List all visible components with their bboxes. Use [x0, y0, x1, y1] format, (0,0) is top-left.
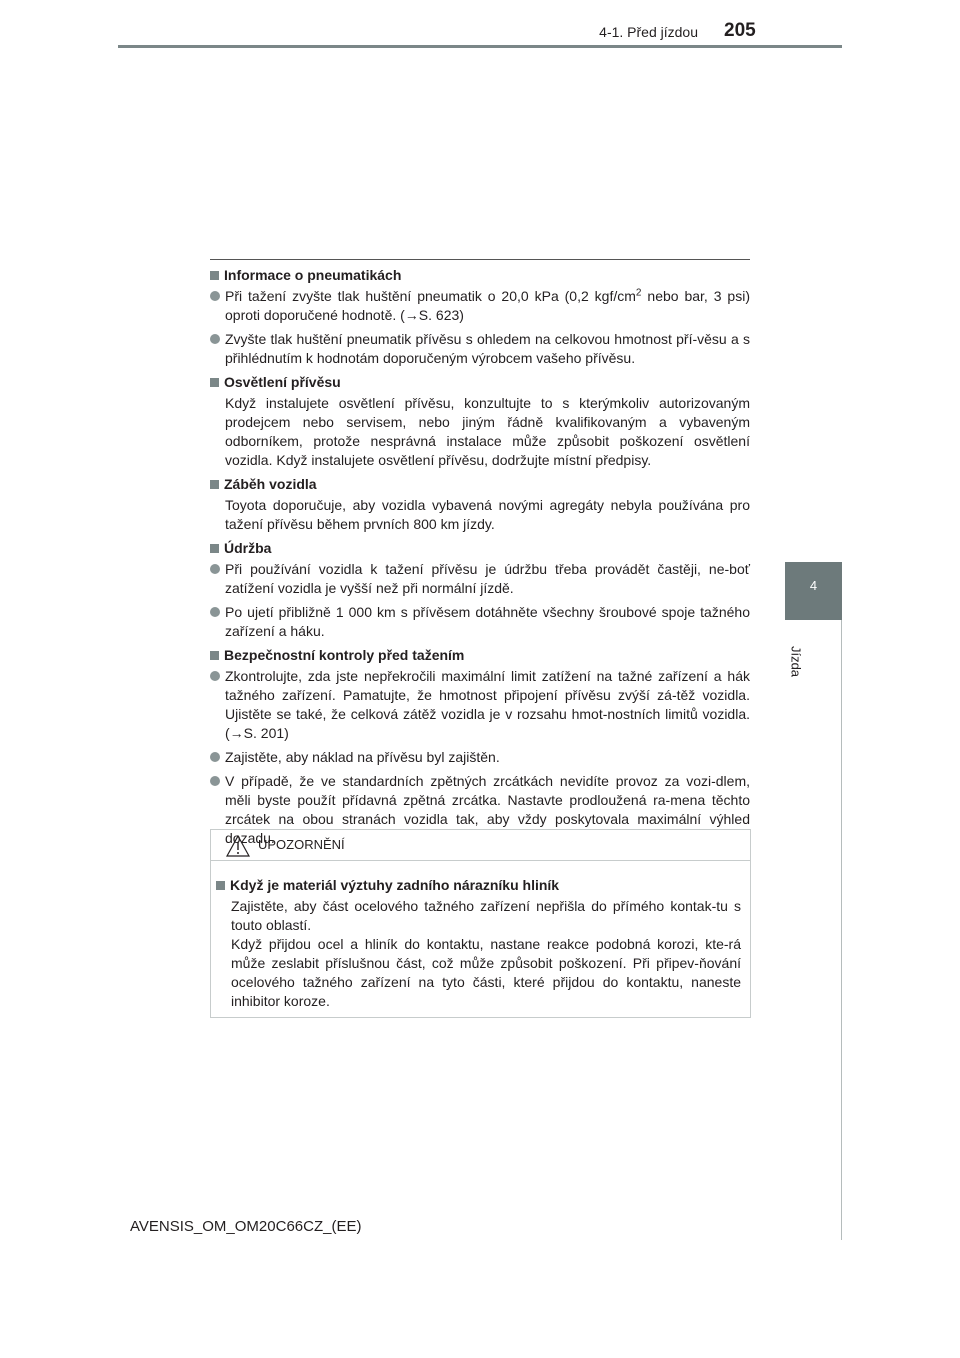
- section-heading-safety: [210, 646, 750, 665]
- bullet-text: [225, 287, 750, 325]
- heading-text: Záběh vozidla: [224, 476, 317, 492]
- heading-text: Bezpečnostní kontroly před tažením: [224, 647, 465, 663]
- tire-pressure-text-rest: nebo bar, 3 psi) oproti doporučené hodnotě. (→S. 623): [225, 288, 750, 323]
- square-bullet-icon: [216, 881, 225, 890]
- square-bullet-icon: [210, 378, 219, 387]
- paragraph: Toyota doporučuje, aby vozidla vybavená novými agregáty nebyla používána pro tažení přívěsu během prvních 800 km jízdy.: [225, 497, 750, 532]
- square-bullet-icon: [210, 544, 219, 553]
- header-section-title: 4-1. Před jízdou: [599, 24, 698, 40]
- circle-bullet-icon: [210, 671, 220, 681]
- list-item: [210, 287, 750, 325]
- list-item: [210, 748, 750, 767]
- section-heading-lights: [210, 373, 750, 392]
- circle-bullet-icon: [210, 752, 220, 762]
- chapter-tab[interactable]: [785, 562, 842, 620]
- main-content: [210, 263, 750, 853]
- paragraph: Když instalujete osvětlení přívěsu, konzultujte to s kterýmkoliv autorizovaným prodejcem nebo servisem, nebo jiným řádně kvalifikovaným a vybaveným odborníkem, protože nesprávná instalace může způsobit poškození osvětlení vozidla. Když instalujete osvětlení přívěsu, dodržujte místní předpisy.: [225, 395, 750, 468]
- heading-text: Informace o pneumatikách: [224, 267, 402, 283]
- heading-text: Když je materiál výztuhy zadního nárazníku hliník: [230, 877, 560, 893]
- caution-heading: [216, 876, 741, 895]
- page-number: 205: [724, 20, 756, 41]
- square-bullet-icon: [210, 480, 219, 489]
- bullet-text: Zvyšte tlak huštění pneumatik přívěsu s ohledem na celkovou hmotnost pří-věsu a s přihlédnutím k hodnotám doporučeným výrobcem vašeho přívěsu.: [225, 331, 750, 366]
- chapter-number: 4: [809, 578, 818, 593]
- bullet-text: Zkontrolujte, zda jste nepřekročili maximální limit zatížení na tažné zařízení a hák tažného zařízení. Pamatujte, že hmotnost připojení přívěsu zvýší zá-těž vozidla. Ujistěte se také, že celková zátěž vozidla je v rozsahu hmot-nostních limitů vozidla. (→S. 201): [225, 668, 750, 741]
- caution-body: [211, 861, 750, 1011]
- chapter-title-text: Jízda: [788, 645, 804, 678]
- bullet-text: Zajistěte, aby náklad na přívěsu byl zajištěn.: [225, 749, 500, 765]
- chapter-title: [776, 636, 816, 696]
- section-heading-maintenance: [210, 539, 750, 558]
- square-bullet-icon: [210, 651, 219, 660]
- caution-paragraph: Zajistěte, aby část ocelového tažného zařízení nepřišla do přímého kontak-tu s touto oblastí.: [231, 898, 741, 933]
- list-item: [210, 667, 750, 743]
- circle-bullet-icon: [210, 334, 220, 344]
- warning-triangle-icon: [226, 835, 250, 857]
- superscript: 2: [635, 287, 642, 299]
- header-rule: [118, 45, 842, 48]
- circle-bullet-icon: [210, 776, 220, 786]
- heading-text: Osvětlení přívěsu: [224, 374, 341, 390]
- tab-divider: [841, 620, 842, 1240]
- caution-header: [211, 830, 750, 861]
- footer-doc-code: AVENSIS_OM_OM20C66CZ_(EE): [130, 1218, 362, 1235]
- circle-bullet-icon: [210, 564, 220, 574]
- bullet-text: Po ujetí přibližně 1 000 km s přívěsem dotáhněte všechny šroubové spoje tažného zařízení a háku.: [225, 604, 750, 639]
- tire-pressure-text: Při tažení zvyšte tlak huštění pneumatik o 20,0 kPa (0,2 kgf/cm: [225, 288, 636, 304]
- section-heading-breakin: [210, 475, 750, 494]
- bullet-text: Při používání vozidla k tažení přívěsu je údržbu třeba provádět častěji, ne-boť zatížení vozidla je vyšší než při normální jízdě.: [225, 561, 750, 596]
- square-bullet-icon: [210, 271, 219, 280]
- heading-text: Údržba: [224, 540, 272, 556]
- list-item: [210, 330, 750, 368]
- bullet-text: V případě, že ve standardních zpětných zrcátkách nevidíte provoz za vozi-dlem, měli byste použít přídavná zpětná zrcátka. Nastavte prodloužená ra-mena těchto zrcátek na obou stranách vozidla tak, aby vždy poskytovala maximální výhled dozadu.: [225, 773, 750, 846]
- caution-paragraph: Když přijdou ocel a hliník do kontaktu, nastane reakce podobná korozi, kte-rá může zeslabit příslušnou část, což může způsobit poškození. Při připev-ňování ocelového tažného zařízení na tyto části, které přijdou do kontaktu, naneste inhibitor koroze.: [231, 936, 741, 1009]
- caution-title: UPOZORNĚNÍ: [258, 837, 345, 852]
- circle-bullet-icon: [210, 291, 220, 301]
- list-item: [210, 603, 750, 641]
- caution-box: [210, 829, 751, 1018]
- section-heading-tires: [210, 266, 750, 285]
- list-item: [210, 560, 750, 598]
- circle-bullet-icon: [210, 607, 220, 617]
- content-top-rule: [210, 259, 750, 260]
